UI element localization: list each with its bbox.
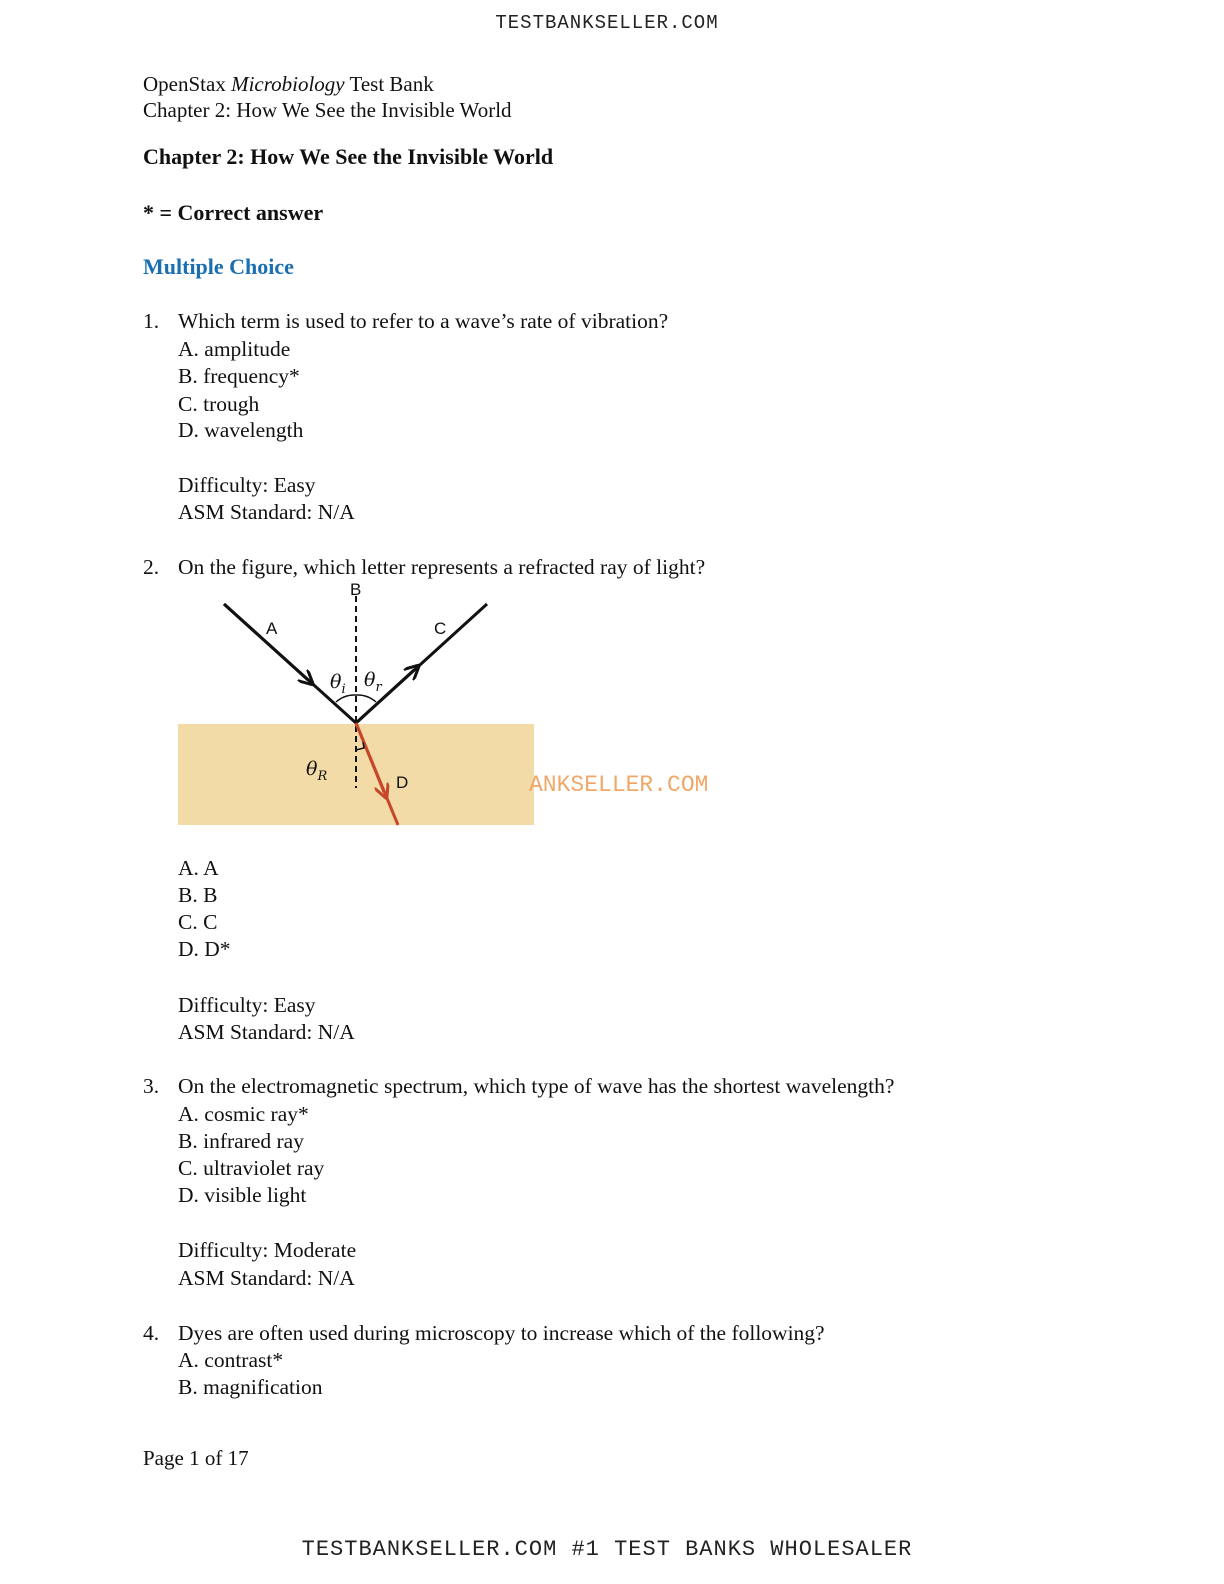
- answer-option: B. B: [178, 883, 218, 907]
- answer-option: C. ultraviolet ray: [178, 1156, 325, 1180]
- question-text: On the figure, which letter represents a refracted ray of light?: [178, 555, 706, 579]
- answer-option: D. wavelength: [178, 418, 304, 442]
- difficulty-label: Difficulty: Moderate: [178, 1238, 357, 1262]
- theta-R-label: $\theta_R$: [306, 758, 328, 784]
- page-number: Page 1 of 17: [143, 1446, 249, 1470]
- section-heading: Multiple Choice: [143, 254, 294, 279]
- label-a: A: [266, 619, 278, 638]
- label-d: D: [396, 773, 409, 792]
- question-number: 2.: [143, 555, 160, 579]
- theta-r-label: $\theta_r$: [364, 669, 382, 695]
- answer-option: B. infrared ray: [178, 1129, 304, 1153]
- angle-arc-reflected: [356, 695, 376, 702]
- label-c: C: [434, 619, 447, 638]
- question-text: On the electromagnetic spectrum, which type of wave has the shortest wavelength?: [178, 1074, 895, 1098]
- asm-standard-label: ASM Standard: N/A: [178, 500, 355, 524]
- answer-option: B. magnification: [178, 1375, 323, 1399]
- refraction-figure: [176, 578, 776, 838]
- difficulty-label: Difficulty: Easy: [178, 473, 316, 497]
- question-text: Which term is used to refer to a wave’s rate of vibration?: [178, 309, 669, 333]
- answer-option: A. amplitude: [178, 337, 291, 361]
- question-number: 3.: [143, 1074, 160, 1098]
- bottom-watermark-banner: TESTBANKSELLER.COM #1 TEST BANKS WHOLESALER: [301, 1537, 913, 1562]
- incident-ray-arrow: [224, 604, 308, 680]
- angle-arc-incident: [336, 695, 356, 702]
- question-number: 1.: [143, 309, 160, 333]
- answer-option: C. C: [178, 910, 218, 934]
- question-text: Dyes are often used during microscopy to increase which of the following?: [178, 1321, 825, 1345]
- header-text-a: OpenStax: [143, 72, 232, 96]
- label-b: B: [350, 580, 362, 599]
- question-number: 4.: [143, 1321, 160, 1345]
- answer-option: A. A: [178, 856, 219, 880]
- answer-option: A. cosmic ray*: [178, 1102, 309, 1126]
- running-header-line2: Chapter 2: How We See the Invisible World: [143, 98, 512, 122]
- top-watermark-banner: TESTBANKSELLER.COM: [495, 12, 719, 34]
- answer-option: D. visible light: [178, 1183, 307, 1207]
- difficulty-label: Difficulty: Easy: [178, 993, 316, 1017]
- theta-i-label: $\theta_i$: [330, 671, 346, 697]
- answer-option: D. D*: [178, 937, 231, 961]
- figure-watermark: ANKSELLER.COM: [529, 772, 709, 798]
- asm-standard-label: ASM Standard: N/A: [178, 1020, 355, 1044]
- answer-option: C. trough: [178, 392, 260, 416]
- answer-legend: * = Correct answer: [143, 200, 324, 225]
- running-header-line1: [143, 72, 434, 97]
- chapter-title: Chapter 2: How We See the Invisible World: [143, 144, 554, 169]
- asm-standard-label: ASM Standard: N/A: [178, 1266, 355, 1290]
- header-text-italic: Microbiology: [231, 72, 345, 96]
- refraction-diagram: [176, 578, 776, 838]
- header-text-b: Test Bank: [344, 72, 434, 96]
- answer-option: A. contrast*: [178, 1348, 284, 1372]
- answer-option: B. frequency*: [178, 364, 300, 388]
